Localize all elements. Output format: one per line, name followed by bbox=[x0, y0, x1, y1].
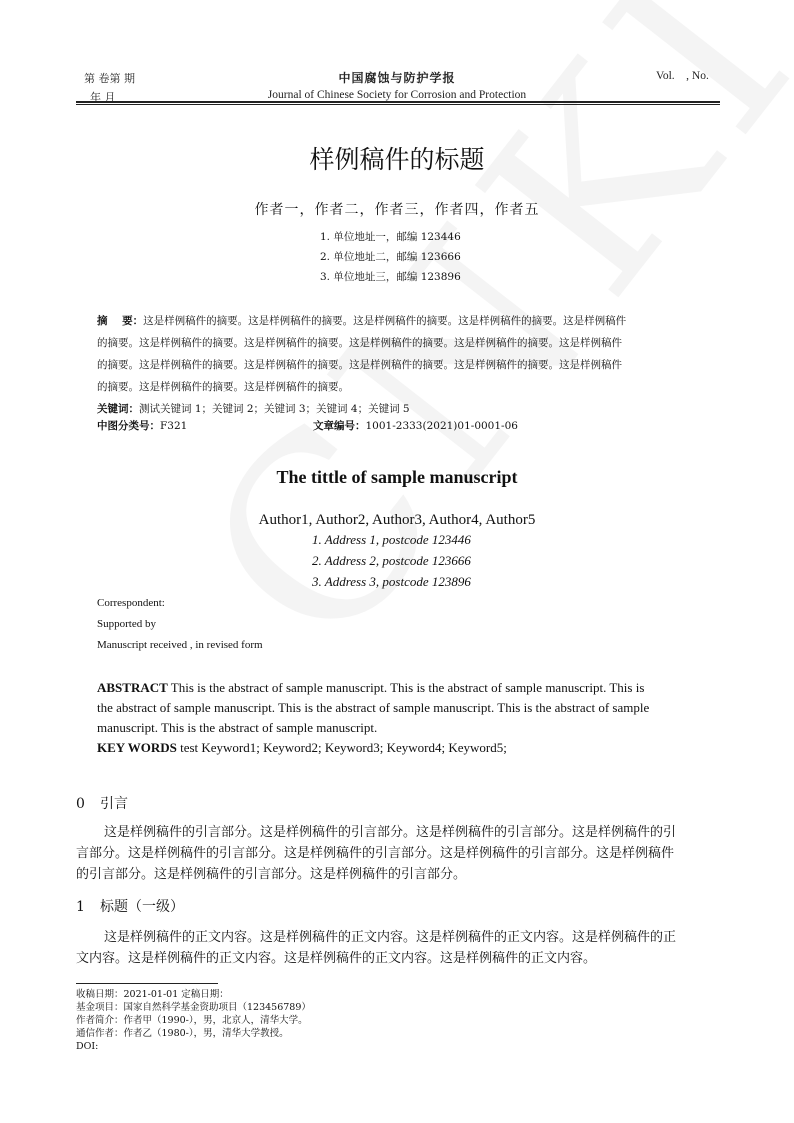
en-supported-by: Supported by bbox=[97, 618, 156, 630]
section-heading-0 bbox=[76, 793, 128, 813]
en-keywords-label: KEY WORDS bbox=[97, 740, 177, 755]
en-address-3: 3. Address 3, postcode 123896 bbox=[312, 574, 471, 589]
cn-title: 样例稿件的标题 bbox=[309, 145, 485, 174]
cn-keywords-text: 测试关键词 1；关键词 2；关键词 3；关键词 4；关键词 5 bbox=[139, 403, 410, 415]
cn-address-2: 2. 单位地址二，邮编 123666 bbox=[320, 251, 461, 263]
paragraph-line: 言部分。这是样例稿件的引言部分。这是样例稿件的引言部分。这是样例稿件的引言部分。这是样例稿件 bbox=[76, 846, 675, 861]
header-vol-no: Vol. , No. bbox=[656, 70, 709, 82]
section-number: 1 bbox=[76, 899, 85, 915]
header-year-month: 年 月 bbox=[90, 91, 116, 104]
cn-abstract bbox=[97, 310, 707, 398]
cn-keywords-label: 关键词： bbox=[97, 403, 139, 415]
paragraph-line: 这是样例稿件的引言部分。这是样例稿件的引言部分。这是样例稿件的引言部分。这是样例稿件的引 bbox=[104, 825, 677, 840]
cn-address-3: 3. 单位地址三，邮编 123896 bbox=[320, 271, 461, 283]
cn-clc-value: F321 bbox=[160, 420, 188, 432]
section-body-0 bbox=[76, 822, 720, 885]
header-journal-en: Journal of Chinese Society for Corrosion and Protection bbox=[267, 89, 527, 101]
footnote-corresponding-author: 通信作者：作者乙（1980-），男，清华大学教授。 bbox=[76, 1028, 289, 1039]
en-abstract-line: the abstract of sample manuscript. This is the abstract of sample manuscript. This is the abstract of sample bbox=[97, 700, 650, 715]
paragraph-line: 文内容。这是样例稿件的正文内容。这是样例稿件的正文内容。这是样例稿件的正文内容。 bbox=[76, 951, 597, 966]
en-abstract-line: This is the abstract of sample manuscript. This is the abstract of sample manuscript. This is bbox=[167, 680, 645, 695]
cn-authors: 作者一，作者二，作者三，作者四，作者五 bbox=[254, 202, 540, 218]
header-volume-issue: 第 卷第 期 bbox=[84, 72, 135, 85]
section-number: 0 bbox=[76, 796, 85, 812]
header-rule-thick bbox=[76, 101, 720, 103]
footnote-author-bio: 作者简介：作者甲（1990-），男，北京人，清华大学。 bbox=[76, 1015, 308, 1026]
en-address-2: 2. Address 2, postcode 123666 bbox=[312, 553, 471, 568]
cn-article-number-label: 文章编号： bbox=[313, 420, 366, 432]
cn-clc bbox=[97, 418, 187, 433]
cn-address-1: 1. 单位地址一，邮编 123446 bbox=[320, 231, 461, 243]
cn-abstract-line: 的摘要。这是样例稿件的摘要。这是样例稿件的摘要。 bbox=[97, 381, 349, 393]
cn-keywords bbox=[97, 401, 410, 416]
cn-article-number-value: 1001-2333(2021)01-0001-06 bbox=[365, 420, 518, 432]
cn-abstract-line: 这是样例稿件的摘要。这是样例稿件的摘要。这是样例稿件的摘要。这是样例稿件的摘要。这是样例稿件 bbox=[143, 315, 627, 327]
footnotes bbox=[76, 988, 311, 1053]
cn-clc-label: 中图分类号： bbox=[97, 420, 160, 432]
en-title: The tittle of sample manuscript bbox=[276, 467, 518, 487]
en-keywords-text: test Keyword1; Keyword2; Keyword3; Keyword4; Keyword5; bbox=[176, 740, 507, 755]
paragraph-line: 的引言部分。这是样例稿件的引言部分。这是样例稿件的引言部分。 bbox=[76, 867, 467, 882]
footnote-funding: 基金项目：国家自然科学基金资助项目（123456789） bbox=[76, 1002, 311, 1013]
cn-abstract-label: 摘 要： bbox=[97, 315, 144, 327]
section-body-1 bbox=[76, 927, 720, 969]
footnote-rule bbox=[76, 983, 218, 984]
en-correspondent: Correspondent: bbox=[97, 597, 165, 609]
en-manuscript-received: Manuscript received , in revised form bbox=[97, 639, 263, 651]
cn-article-number bbox=[313, 418, 518, 433]
en-abstract-label: ABSTRACT bbox=[97, 680, 168, 695]
cn-abstract-line: 的摘要。这是样例稿件的摘要。这是样例稿件的摘要。这是样例稿件的摘要。这是样例稿件的摘要。这是样例稿件 bbox=[97, 337, 622, 349]
paragraph-line: 这是样例稿件的正文内容。这是样例稿件的正文内容。这是样例稿件的正文内容。这是样例稿件的正 bbox=[104, 930, 677, 945]
cn-address-list bbox=[320, 229, 461, 289]
en-address-list bbox=[312, 532, 471, 595]
cn-abstract-line: 的摘要。这是样例稿件的摘要。这是样例稿件的摘要。这是样例稿件的摘要。这是样例稿件的摘要。这是样例稿件 bbox=[97, 359, 622, 371]
section-heading-1 bbox=[76, 896, 184, 916]
en-abstract-line: manuscript. This is the abstract of sample manuscript. bbox=[97, 720, 378, 735]
section-title: 引言 bbox=[100, 796, 128, 812]
en-authors: Author1, Author2, Author3, Author4, Author5 bbox=[258, 512, 536, 528]
en-abstract bbox=[97, 678, 707, 758]
en-address-1: 1. Address 1, postcode 123446 bbox=[312, 532, 471, 547]
footnote-received-date: 收稿日期：2021-01-01 定稿日期： bbox=[76, 989, 229, 1000]
header-rule-thin bbox=[76, 104, 720, 105]
footnote-doi: DOI: bbox=[76, 1041, 99, 1052]
section-title: 标题（一级） bbox=[100, 899, 184, 915]
header-journal-cn: 中国腐蚀与防护学报 bbox=[338, 71, 456, 85]
